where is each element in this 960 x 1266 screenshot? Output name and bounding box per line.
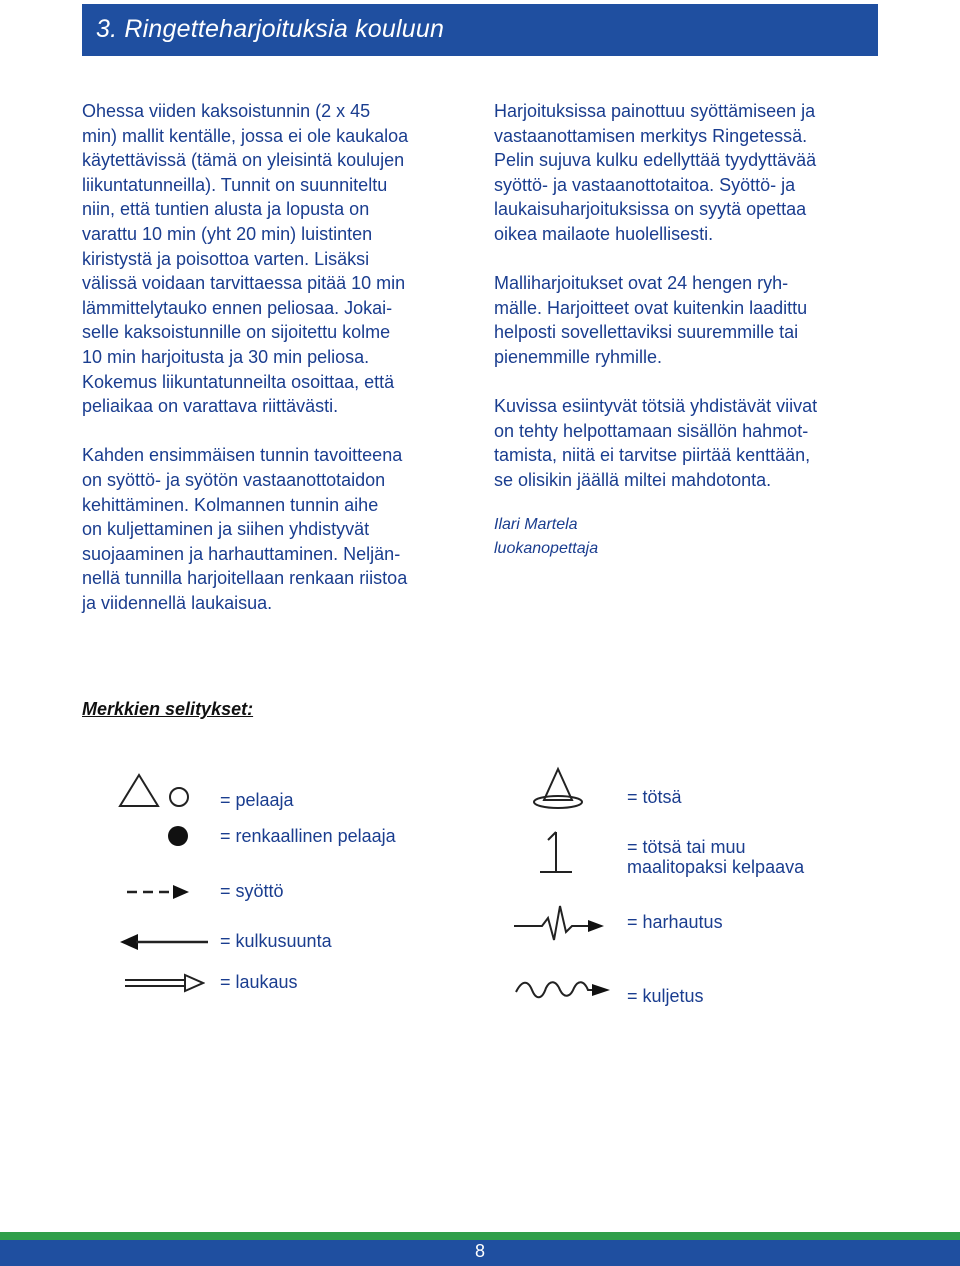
text-line: tamista, niitä ei tarvitse piirtää kenttään,: [494, 445, 811, 466]
cone-icon: [530, 766, 586, 812]
intro-paragraph: [82, 99, 467, 419]
footer-green-stripe: [0, 1232, 960, 1240]
author-title: luokanopettaja: [494, 540, 599, 558]
group-size-paragraph: [494, 271, 879, 369]
text-line: Pelin sujuva kulku edellyttää tyydyttävää: [494, 150, 817, 171]
legend-shot-label: = laukaus: [220, 972, 298, 992]
legend-direction-label: = kulkusuunta: [220, 931, 332, 951]
goals-paragraph: [82, 443, 467, 615]
text-line: niin, että tuntien alusta ja lopusta on: [82, 199, 370, 220]
text-line: Kuvissa esiintyvät tötsiä yhdistävät viivat: [494, 396, 818, 417]
legend-pass-label: = syöttö: [220, 881, 284, 901]
text-line: min) mallit kentälle, jossa ei ole kaukaloa: [82, 125, 409, 146]
legend-player-with-ring-label: = renkaallinen pelaaja: [220, 826, 396, 846]
text-line: on kuljettaminen ja siihen yhdistyvät: [82, 519, 370, 540]
text-line: Ohessa viiden kaksoistunnin (2 x 45: [82, 101, 371, 121]
text-line: selle kaksoistunnille on sijoitettu kolme: [82, 322, 391, 343]
text-line: pienemmille ryhmille.: [494, 346, 663, 367]
author-name: Ilari Martela: [494, 515, 578, 533]
legend-cone-label: = tötsä: [627, 787, 682, 807]
signature: [494, 513, 879, 562]
text-line: on syöttö- ja syötön vastaanottotaidon: [82, 469, 386, 490]
text-line: mälle. Harjoitteet ovat kuitenkin laadittu: [494, 297, 808, 318]
legend-goal-label-line2: maalitopaksi kelpaava: [627, 857, 805, 877]
player-icon: [118, 773, 193, 809]
feint-icon: [512, 902, 608, 946]
shot-arrow-icon: [123, 973, 205, 993]
right-column: [494, 99, 879, 562]
text-line: välissä voidaan tarvittaessa pitää 10 min: [82, 273, 406, 294]
legend-player-label: = pelaaja: [220, 790, 294, 810]
text-line: syöttö- ja vastaanottotaitoa. Syöttö- ja: [494, 174, 796, 195]
legend-goal-label-line1: = tötsä tai muu: [627, 837, 746, 857]
text-line: oikea mailaote huolellisesti.: [494, 223, 714, 244]
text-line: Kahden ensimmäisen tunnin tavoitteena: [82, 445, 403, 466]
text-line: helposti sovellettaviksi suuremmille tai: [494, 322, 799, 343]
direction-arrow-icon: [118, 932, 210, 952]
text-line: suojaaminen ja harhauttaminen. Neljän-: [82, 543, 401, 564]
text-line: peliaikaa on varattava riittävästi.: [82, 396, 339, 417]
text-line: 10 min harjoitusta ja 30 min peliosa.: [82, 346, 370, 367]
goal-marker-icon: [536, 828, 576, 876]
left-column: [82, 99, 467, 615]
page-number: 8: [474, 1241, 485, 1261]
text-line: Malliharjoitukset ovat 24 hengen ryh-: [494, 273, 789, 294]
text-line: varattu 10 min (yht 20 min) luistinten: [82, 223, 373, 244]
text-line: kehittäminen. Kolmannen tunnin aihe: [82, 494, 379, 515]
text-line: Kokemus liikuntatunneilta osoittaa, että: [82, 371, 395, 392]
passing-paragraph: [494, 99, 879, 247]
text-line: vastaanottamisen merkitys Ringetessä.: [494, 125, 808, 146]
text-line: laukaisuharjoituksissa on syytä opettaa: [494, 199, 807, 220]
player-with-ring-icon: [166, 824, 190, 848]
text-line: se olisikin jäällä miltei mahdotonta.: [494, 469, 772, 490]
dribble-icon: [514, 976, 614, 1002]
legend-feint-label: = harhautus: [627, 912, 723, 932]
lines-paragraph: [494, 394, 879, 492]
text-line: on tehty helpottamaan sisällön hahmot-: [494, 420, 809, 441]
legend-dribble-label: = kuljetus: [627, 986, 704, 1006]
text-line: kiristystä ja poisottoa varten. Lisäksi: [82, 248, 370, 269]
text-line: nellä tunnilla harjoitellaan renkaan riistoa: [82, 568, 408, 589]
legend-title: Merkkien selitykset:: [82, 699, 254, 719]
section-title: 3. Ringetteharjoituksia kouluun: [96, 15, 445, 43]
text-line: käytettävissä (tämä on yleisintä koulujen: [82, 150, 405, 171]
section-header-bar: [82, 4, 878, 56]
text-line: lämmittelytauko ennen peliosaa. Jokai-: [82, 297, 393, 318]
text-line: ja viidennellä laukaisua.: [82, 592, 273, 613]
pass-arrow-icon: [125, 882, 191, 902]
text-line: Harjoituksissa painottuu syöttämiseen ja: [494, 101, 816, 121]
text-line: liikuntatunneilla). Tunnit on suunniteltu: [82, 174, 388, 195]
